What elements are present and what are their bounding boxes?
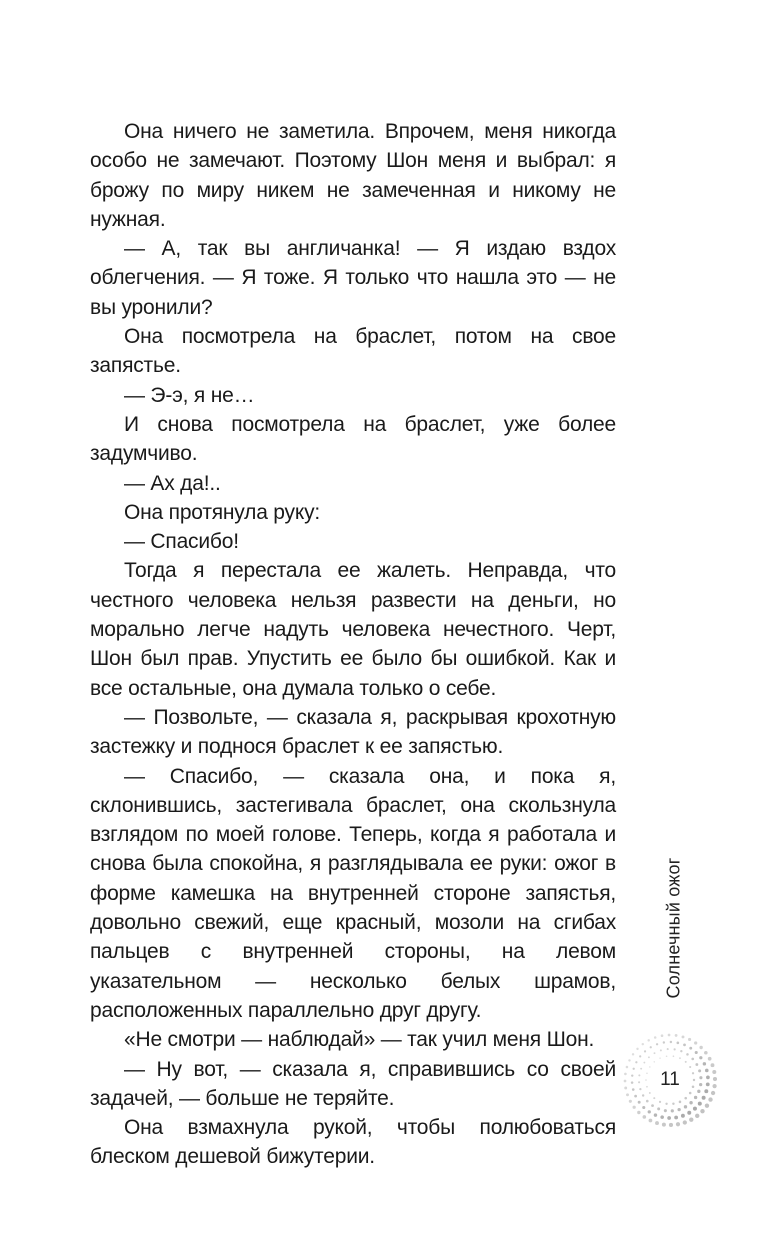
running-title bbox=[663, 838, 685, 1018]
paragraph: Она протянула руку: bbox=[124, 500, 321, 524]
paragraph: «Не смотри — наблюдай» — так учил меня Шон. bbox=[124, 1028, 595, 1052]
paragraph: — Спасибо! bbox=[124, 530, 239, 554]
running-title-text: Солнечный ожог bbox=[663, 857, 684, 999]
body-text bbox=[90, 117, 616, 1172]
paragraph: Тогда я перестала ее жалеть. Неправда, что честного человека нельзя развести на деньги, но морально легче надуть человека нечестного. Черт, Шон был прав. Упустить ее было бы ошибкой. Как и все остальные, она думала только о себе. bbox=[90, 559, 616, 700]
paragraph: — Ах да!.. bbox=[124, 471, 221, 495]
paragraph: Она посмотрела на браслет, потом на свое запястье. bbox=[90, 325, 616, 378]
paragraph: Она взмахнула рукой, чтобы полюбоваться блеском дешевой бижутерии. bbox=[90, 1116, 616, 1169]
paragraph: — А, так вы англичанка! — Я издаю вздох облегчения. — Я тоже. Я только что нашла это — не вы уронили? bbox=[90, 237, 616, 319]
paragraph: И снова посмотрела на браслет, уже более задумчиво. bbox=[90, 412, 616, 466]
paragraph: — Спасибо, — сказала она, и пока я, склонившись, застегивала браслет, она скользнула взглядом по моей голове. Теперь, когда я работала и снова была спокойна, я разглядывала ее руки: ожог в форме камешка на внутренней стороне запястья, довольно свежий, еще красный, мозоли на сгибах пальцев с внутренней стороны, на левом указательном — несколько белых шрамов, расположенных параллельно друг другу. bbox=[90, 764, 616, 1022]
paragraph: Она ничего не заметила. Впрочем, меня никогда особо не замечают. Поэтому Шон меня и выбрал: я брожу по миру никем не замеченная и никому не нужная. bbox=[90, 120, 616, 231]
page-number: 11 bbox=[660, 1069, 680, 1090]
paragraph: — Позвольте, — сказала я, раскрывая крохотную застежку и поднося браслет к ее запястью. bbox=[90, 705, 616, 759]
page-number-ornament bbox=[620, 1030, 720, 1130]
paragraph: — Ну вот, — сказала я, справившись со своей задачей, — больше не теряйте. bbox=[90, 1057, 616, 1110]
paragraph: — Э-э, я не… bbox=[124, 383, 255, 407]
